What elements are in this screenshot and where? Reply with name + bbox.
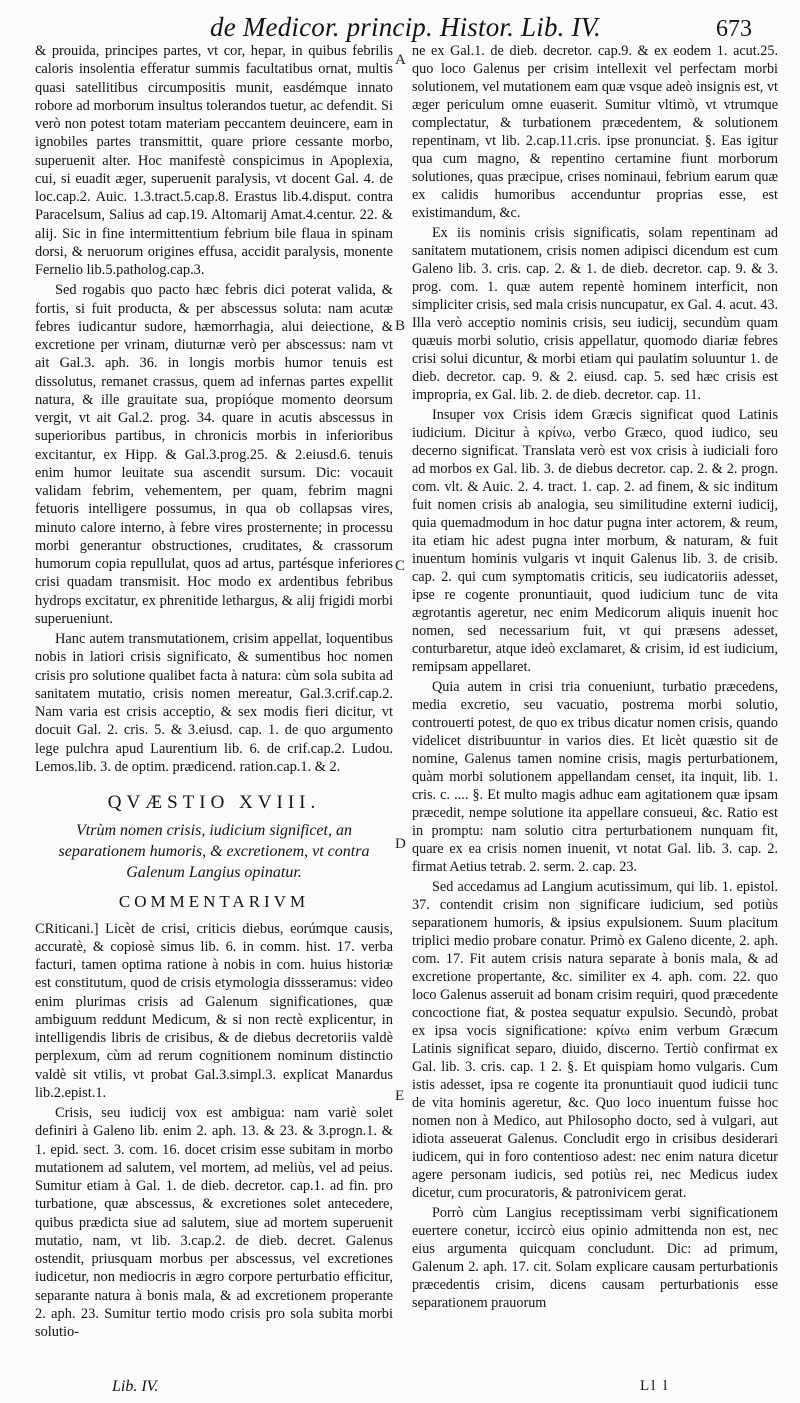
right-paragraph-3: Insuper vox Crisis idem Græcis significat quod Latinis iudicium. Dicitur à κρίνω, verbo Græco, quod iudico, seu decerno significat. Translata verò est vox crisis à iudiciali foro ad morbos ex Gal. lib. 3. de diebus decretor. cap. 2. & 2. progn. com. vlt. & Auic. 2. 4. tract. 1. cap. 2. ad finem, & sic inditum fuit nomen crisis ab analogia, seu similitudine externi iudicij, quia quemadmodum in hoc datur pugna inter actorem, & reum, ita etiam hic adest pugna inter morbum, & naturam, & fuit inuentum hominis vulgaris vt inquit Galenus lib. 3. de crisib. cap. 2. qui cum symptomatis criticis, seu iudicatoriis adesset, ipse re cogente pronuntiauit, quod iudicium tunc de vita ægrotantis ageretur, nec enim Medicorum aliquis inuenit hoc nomen, sed necessarium fuit, vt qui præsens adesset, conturbaretur, atque ideò exclamaret, & crisim, id est iudicium, remipsam appellaret.: [412, 407, 778, 675]
left-paragraph-4: CRiticani.] Licèt de crisi, criticis diebus, eorúmque causis, accuratè, & copiosè simus lib. 6. in comm. hist. 17. verba facturi, tamen optima ratione à nobis in com. huius historiæ est constitutum, quod de crisis etymologia dissseramus: video enim plurimas crisis ad Galenum significationes, quæ ambiguum reddunt Medicum, & si non rectè explicentur, in intelligendis libris de crisibus, & de diebus decretoriis valdè perplexum, cùm ad rerum cognitionem nominum distinctio valdè sit vtilis, vt probat Gal.3.simpl.3. explicat Manardus lib.2.epist.1.: [35, 920, 393, 1101]
footer-book-label: Lib. IV.: [112, 1378, 159, 1395]
running-head: de Medicor. princip. Histor. Lib. IV.: [210, 12, 601, 42]
commentarium-heading: COMMENTARIVM: [118, 892, 310, 912]
margin-marker-b: B: [395, 318, 406, 334]
right-paragraph-2: Ex iis nominis crisis significatis, solam repentinam ad sanitatem mutationem, crisis nomen adipisci dicendum est cum Galeno lib. 3. cris. cap. 2. & 1. de dieb. decretor. cap. 9. & 3. prog. com. 1. quæ autem repentè hominem interficit, non simpliciter crisis, sed mala crisis nuncupatur, ex Gal. 4. acut. 43. Illa verò acceptio nominis crisis, seu iudicij, secundùm quam quæuis morbi solutio, crisis appellatur, quomodo diariæ febres crisi solui dicuntur, & morbi etiam qui paulatim soluuntur 1. de dieb. decretor. cap. 9. & 2. eiusd. cap. 5. sed hæc crisis est impropria, ex Gal. lib. 2. de dieb. decretor. cap. 11.: [412, 225, 778, 403]
margin-marker-c: C: [395, 558, 406, 574]
left-paragraph-5: Crisis, seu iudicij vox est ambigua: nam variè solet definiri à Galeno lib. enim 2. aph. 13. & 23. & 3.progn.1. & 1. epid. sect. 3. com. 16. docet crisim esse subitam in morbo mutationem ad salutem, vel mortem, ad meliùs, vel ad peius. Sumitur etiam à Gal. 1. de dieb. decretor. cap.1. ad fin. pro turbatione, quæ abscessus, & excretiones solet antecedere, quibus prædicta siue ad salutem, siue ad mortem superuenit mutatio, nam, vt lib. 3.cap.2. de dieb. decret. Galenus ostendit, priusquam morbus per abscessus, vel excretiones iudicetur, non mediocris in ægro corpore perturbatio efficitur, separante natura à bonis mala, & ad excretionem properante 2. aph. 23. Sumitur tertio modo crisis pro sola subita morbi solutio-: [35, 1105, 393, 1340]
left-column: [35, 42, 393, 1341]
page-header: [0, 2, 800, 42]
left-paragraph-3: Hanc autem transmutationem, crisim appellat, loquentibus nobis in latiori crisis significato, & sumentibus hoc nomen crisis pro solutione qualibet facta à natura: cùm sola subita ad sanitatem mutatio, crisis nomen mereatur, Gal.3.crif.cap.2. Nam varia est crisis acceptio, & sex modis fieri dicitur, vt docuit Gal. 2. cris. 5. & 3.eiusd. cap. 1. de quo argumento lege pulchra apud Laurentium lib. 6. de crif.cap.2. Ludou. Lemos.lib. 3. de optim. prædicend. ration.cap.1. & 2.: [35, 631, 393, 775]
right-paragraph-6: Porrò cùm Langius receptissimam verbi significationem euertere conetur, iccircò eius opinio admittenda non est, nec eius argumenta quicquam concludunt. Dic: ad primum, Galenum 2. aph. 17. cit. Solam explicare causam perturbationis præcedentis crisim, dicens causam perturbationis esse separationem prauorum: [412, 1205, 778, 1311]
right-paragraph-1: ne ex Gal.1. de dieb. decretor. cap.9. & ex eodem 1. acut.25. quo loco Galenus per crisim intellexit vel perfectam morbi solutionem, vel mutationem eam quæ vsque adeò insignis est, vt æger periculum omne euaserit. Sumitur vltimò, vt vtrumque complectatur, & turbationem præcedentem, & solutionem repentinam, vt lib. 2.cap.11.cris. ipse pronunciat. §. Eas igitur qua cum magno, & repentino certamine fiunt morborum solutiones, quas præcipue, crises nominaui, febrium earum quæ ex calidis humoribus accenduntur proprias esse, est existimandum, &c.: [412, 43, 778, 221]
right-paragraph-4: Quia autem in crisi tria conueniunt, turbatio præcedens, media excretio, seu vacuatio, postrema morbi solutio, controuerti potest, de quo ex tribus dicatur nomen crisis, quando videlicet distribuuntur in varios dies. Et licèt quæstio sit de nomine, Galenus tamen nomine crisis, magis perturbationem, quàm morbi solutionem appellandam censet, ita inquit, lib. 1. cris. c. .... §. Et multo magis adhuc eam agitationem quæ ipsam præcedit, nempe solutione ita appellare consueui, &c. Ratio est in promptu: nam solutio citra perturbationem nunquam fit, quare ex ea crisis nomen inuenit, vt notat Gal. lib. 3. cap. 2. firmat Aetius tetrab. 2. serm. 2. cap. 23.: [412, 679, 778, 875]
footer-signature-mark: Ll l: [640, 1378, 670, 1394]
right-column: [412, 42, 778, 1312]
margin-marker-e: E: [395, 1088, 405, 1104]
margin-marker-a: A: [395, 52, 406, 68]
quaestio-heading: QVÆSTIO XVIII.: [107, 792, 321, 813]
quaestio-title: Vtrùm nomen crisis, iudicium significet, an separationem humoris, & excretionem, vt contra Galenum Langius opinatur.: [58, 822, 370, 882]
margin-marker-d: D: [395, 836, 406, 852]
left-paragraph-1: & prouida, principes partes, vt cor, hepar, in quibus febrilis caloris insolentia efferatur summis facultatibus ornat, multis quasi satellitibus circumpositis munit, easdémque innato robore ad morborum insultus tolerandos tuetur, ac defendit. Si verò non potest totam materiam peccantem deuincere, eam in ignobiles partes transmittit, quare priore cessante morbo, superuenit alter. Hoc manifestè conspicimus in Apoplexia, cui, si euadit æger, superuenit paralysis, vt docent Gal. 4. de loc.cap.2. Auic. 1.3.tract.5.cap.8. Erastus lib.4.disput. contra Paracelsum, Salius ad cap.19. Altomarij Amat.4.centur. 22. & alij. Sic in fine intermittentium febrium bile flaua in spinam dorsi, & neruorum origines effusa, accidit paralysis, monente Fernelio lib.5.patholog.cap.3.: [35, 43, 393, 278]
left-paragraph-2: Sed rogabis quo pacto hæc febris dici poterat valida, & fortis, si fuit producta, & per abscessus soluta: nam acutæ febres iudicantur sudore, hæmorrhagia, alui deiectione, & excretione per vrinam, diuturnæ verò per abscessus: nam vt ait Gal.3. aph. 36. in longis morbis humor tenuis est dissolutus, remanet crassus, quem ad infernas partes expellit natura, & ille grauitate sua, propióque momento deorsum vergit, vt ait Gal.2. prog. 34. quare in acutis abscessus in superioribus partibus, in chronicis morbis in inferioribus excitantur, ex Hipp. & Gal.3.prog.25. & 2.eiusd.6. tenuis enim humor leuitate sua ascendit sursum. Dic: vocauit validam febrim, vehementem, per quam, febrim magni fetuoris intelligere possumus, in qua ob collapsas vires, minuto calore interno, à febre vires prosternente; in processu morbi generantur obstructiones, cruditates, & crassorum humorum copia repullulat, quos ad artus, partésque inferiores crisi quadam transmisit. Hoc modo ex ardentibus febribus hydrops excitatur, ex phrenitide lethargus, & alij frigidi morbi superueniunt.: [35, 282, 393, 627]
right-paragraph-5: Sed accedamus ad Langium acutissimum, qui lib. 1. epistol. 37. contendit crisim non significare iudicium, sed potiùs separationem humoris, & ipsius expulsionem. Suum placitum triplici medio probare conatur. Primò ex Galeno dicente, 2. aph. com. 17. Fit autem crisis natura separate à bonis mala, & ad excretione propertante, &c. similiter ex 4. aph. com. 22. quo loco Galenus asseruit ad bonam crisim requiri, quod præcedente concoctione fiat, & postea sequatur expulsio. Secundò, probat ex ipsa vocis significatione: κρίνω enim verbum Græcum Latinis significat separo, diuido, discerno. Tertiò confirmat ex Gal. lib. 3. cris. cap. 1 2. §. Et quispiam homo vulgaris. Cum istis adesset, ipsa re cogente ita pronuntiauit quod iudicii tunc de vita hominis ageretur, &c. Quo loco inuentum fuisse hoc nomen non à Medico, aut Philosopho docto, sed à vulgari, aut idiota asseuerat Galenus. Concludit ergo in crisibus desiderari iudicem, qui in foro contentioso adest: nec enim natura dicetur agere personam iudicis, sed potiùs rei, nec Medicus iudex dicetur, cum procuratoris, & patronivicem gerat.: [412, 879, 778, 1201]
page-number: 673: [716, 16, 752, 42]
